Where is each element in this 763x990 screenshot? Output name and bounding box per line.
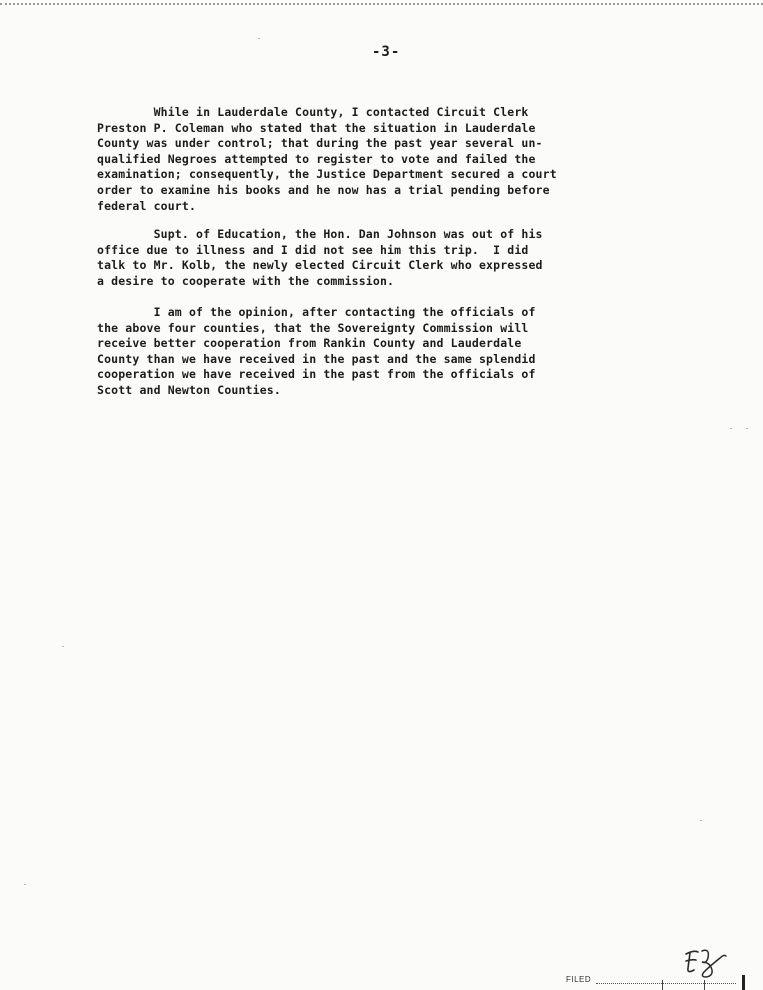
filed-tick xyxy=(704,980,705,990)
text-line: cooperation we have received in the past from the officials of xyxy=(97,367,536,382)
text-line: a desire to cooperate with the commission. xyxy=(97,273,395,288)
text-line: qualified Negroes attempted to register to vote and failed the xyxy=(97,151,536,166)
text-line: talk to Mr. Kolb, the newly elected Circuit Clerk who expressed xyxy=(97,258,543,273)
text-line: office due to illness and I did not see him this trip. I did xyxy=(97,242,529,257)
text-line: Supt. of Education, the Hon. Dan Johnson was out of his xyxy=(97,227,543,241)
scan-speck xyxy=(258,38,260,39)
filed-rule xyxy=(596,983,736,984)
text-line: the above four counties, that the Sovereignty Commission will xyxy=(97,320,529,335)
text-line: order to examine his books and he now has a trial pending before xyxy=(97,182,550,197)
text-line: County than we have received in the past and the same splendid xyxy=(97,351,536,366)
page-number: -3- xyxy=(372,44,401,60)
filed-bar xyxy=(742,975,745,990)
scan-speck xyxy=(24,884,26,885)
scan-speck xyxy=(62,646,64,647)
text-line: Preston P. Coleman who stated that the situation in Lauderdale xyxy=(97,120,536,135)
text-line: Scott and Newton Counties. xyxy=(97,382,281,397)
text-line: I am of the opinion, after contacting the officials of xyxy=(97,305,536,319)
text-line: federal court. xyxy=(97,198,197,213)
scan-speck xyxy=(700,820,702,821)
text-line: receive better cooperation from Rankin County and Lauderdale xyxy=(97,336,522,351)
paragraph-opinion xyxy=(97,305,697,399)
text-line: County was under control; that during the past year several un- xyxy=(97,136,543,151)
text-line: While in Lauderdale County, I contacted Circuit Clerk xyxy=(97,105,529,119)
paragraph-supt-of-education xyxy=(97,227,697,289)
paragraph-lauderdale-county xyxy=(97,105,697,214)
filed-tick xyxy=(662,980,663,990)
text-line: examination; consequently, the Justice Department secured a court xyxy=(97,167,557,182)
filed-label: FILED xyxy=(566,975,592,984)
filed-stamp xyxy=(566,975,756,990)
scan-speck xyxy=(746,428,748,429)
top-edge-rule xyxy=(0,0,763,5)
scan-speck xyxy=(730,428,732,429)
